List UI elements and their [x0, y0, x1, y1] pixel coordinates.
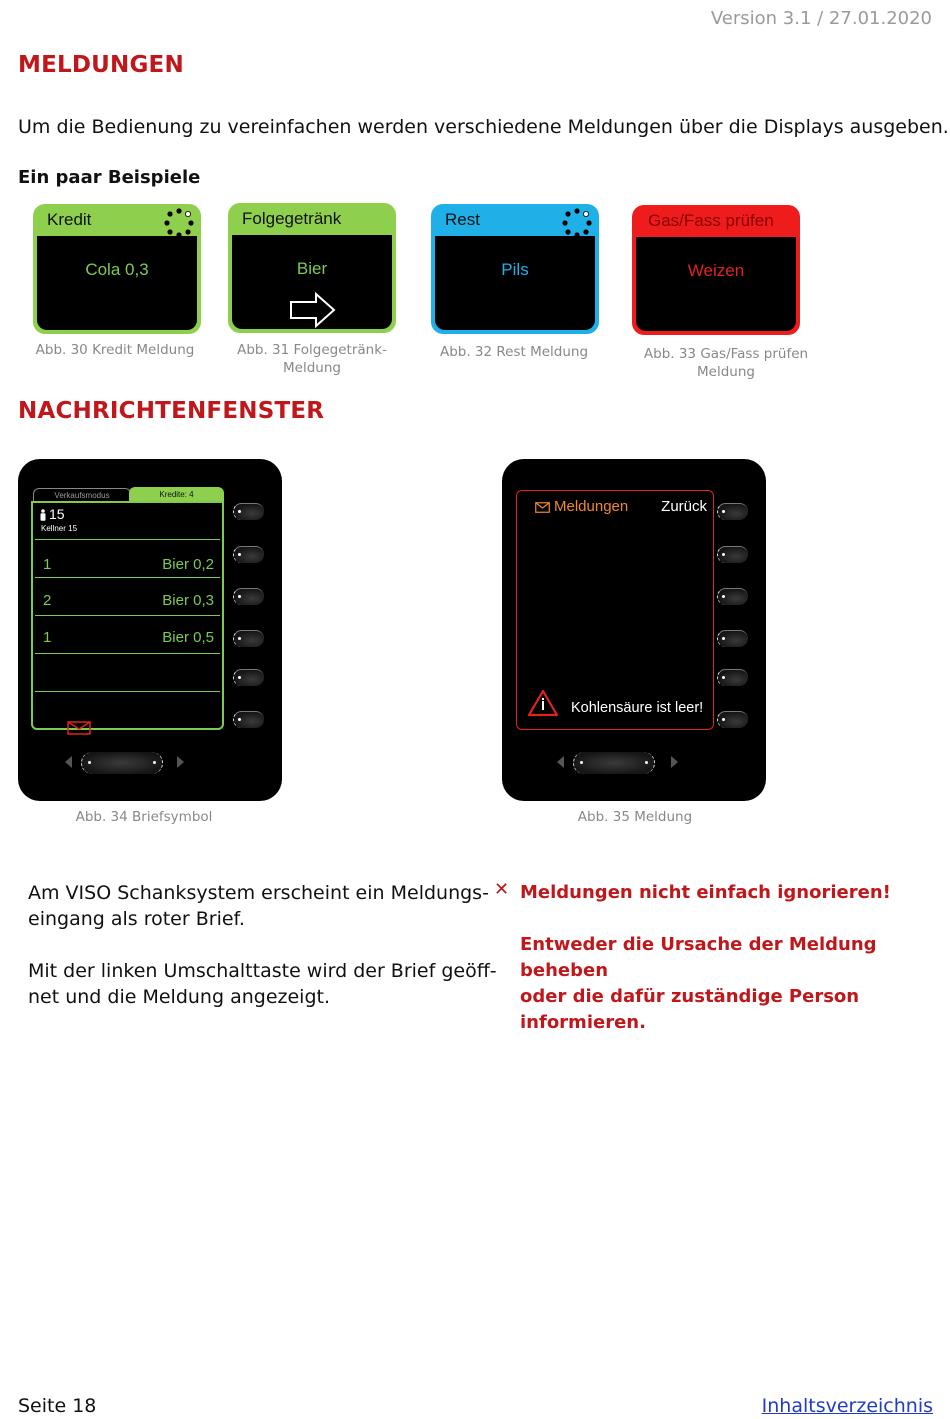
caption-abb32: [430, 343, 598, 361]
row-qty: 1: [43, 556, 52, 573]
body-line: net und die Meldung angezeigt.: [28, 986, 331, 1008]
tab-verkaufsmodus[interactable]: Verkaufsmodus: [33, 488, 131, 503]
tile-folgegetraenk: [228, 203, 396, 333]
arrow-left-icon[interactable]: [65, 756, 72, 768]
caption-abb33: [640, 345, 812, 381]
side-button[interactable]: [717, 711, 748, 728]
tile-header: Gas/Fass prüfen: [648, 211, 774, 230]
section-title-meldungen: MELDUNGEN: [18, 52, 184, 78]
tile-gas-fass: [632, 205, 800, 335]
loading-spinner-icon: [163, 208, 195, 238]
row-name: Bier 0,2: [162, 556, 214, 573]
tile-value: Weizen: [687, 261, 745, 280]
arrow-right-icon[interactable]: [671, 756, 678, 768]
body-line: oder die dafür zuständige Person informieren.: [520, 986, 860, 1033]
arrow-right-icon[interactable]: [177, 756, 184, 768]
side-button[interactable]: [233, 669, 264, 686]
row-qty: 1: [43, 629, 52, 646]
tile-screen: [37, 236, 197, 330]
messages-title: Meldungen: [554, 498, 629, 515]
body-line: Entweder die Ursache der Meldung beheben: [520, 934, 877, 981]
tab-kredite[interactable]: Kredite: 4: [129, 487, 224, 502]
user-name: Kellner 15: [41, 524, 78, 533]
tile-value: Bier: [296, 259, 328, 278]
caption-abb31: [228, 341, 396, 377]
tile-header: Rest: [445, 210, 480, 229]
tile-value: Cola 0,3: [85, 260, 149, 279]
body-line: eingang als roter Brief.: [28, 908, 245, 930]
tile-header: Folgegetränk: [242, 209, 342, 228]
tile-header: Kredit: [47, 210, 92, 229]
caption-line: Abb. 30 Kredit Meldung: [35, 342, 195, 358]
user-header: [35, 503, 220, 540]
side-button[interactable]: [717, 630, 748, 647]
tile-screen: [232, 235, 392, 329]
side-button[interactable]: [717, 503, 748, 520]
table-row[interactable]: [35, 578, 220, 616]
side-button[interactable]: [233, 546, 264, 563]
row-name: Bier 0,3: [162, 592, 214, 609]
side-button[interactable]: [233, 630, 264, 647]
caption-abb34: Abb. 34 Briefsymbol: [75, 809, 213, 825]
person-icon: [39, 509, 47, 521]
warning-marker-icon: ✕: [494, 879, 510, 900]
page-number: Seite 18: [18, 1395, 97, 1417]
device-meldung: [502, 459, 766, 801]
examples-subtitle: Ein paar Beispiele: [18, 167, 201, 188]
body-line: Am VISO Schanksystem erscheint ein Meldungs-: [28, 882, 489, 904]
warning-text: Meldungen nicht einfach ignorieren!: [520, 882, 891, 903]
toggle-button[interactable]: [573, 752, 655, 774]
table-row[interactable]: [35, 540, 220, 578]
caption-abb30: [30, 341, 200, 359]
row-qty: 2: [43, 592, 52, 609]
toggle-button[interactable]: [81, 752, 163, 774]
caption-line: Abb. 32 Rest Meldung: [439, 344, 589, 360]
caption-line: Meldung: [283, 360, 341, 376]
side-button[interactable]: [717, 669, 748, 686]
device-screen: [31, 501, 224, 730]
version-label: Version 3.1 / 27.01.2020: [710, 8, 932, 29]
warning-icon: [527, 689, 559, 717]
user-number: 15: [49, 506, 65, 522]
toc-link[interactable]: Inhaltsverzeichnis: [761, 1395, 933, 1417]
tile-rest: [431, 204, 599, 334]
device-briefsymbol: [18, 459, 282, 801]
side-button[interactable]: [233, 711, 264, 728]
intro-text: Um die Bedienung zu vereinfachen werden verschiedene Meldungen über die Displays ausgeben.: [18, 116, 949, 138]
envelope-icon: [535, 502, 550, 513]
tile-value: Pils: [501, 260, 529, 279]
caption-line: Abb. 33 Gas/Fass prüfen: [643, 346, 809, 362]
caption-line: Abb. 31 Folgegetränk-: [237, 342, 387, 358]
table-row[interactable]: [35, 616, 220, 654]
caption-abb35: Abb. 35 Meldung: [577, 809, 693, 825]
tile-screen: [636, 237, 796, 331]
table-row[interactable]: [35, 654, 220, 692]
back-button[interactable]: Zurück: [661, 498, 707, 515]
body-text-left: [28, 880, 497, 1010]
message-window: [516, 490, 714, 730]
arrow-left-icon[interactable]: [557, 756, 564, 768]
tile-kredit: [33, 204, 201, 334]
loading-spinner-icon: [561, 208, 593, 238]
side-button[interactable]: [233, 503, 264, 520]
body-text-right: [520, 880, 920, 1036]
arrow-right-icon: [288, 291, 338, 329]
side-button[interactable]: [717, 546, 748, 563]
side-button[interactable]: [717, 588, 748, 605]
side-button[interactable]: [233, 588, 264, 605]
tile-screen: [435, 236, 595, 330]
message-text: Kohlensäure ist leer!: [571, 700, 704, 716]
body-line: Mit der linken Umschalttaste wird der Brief geöff-: [28, 960, 497, 982]
section-title-nachrichtenfenster: NACHRICHTENFENSTER: [18, 398, 325, 424]
envelope-icon[interactable]: [67, 721, 91, 735]
caption-line: Meldung: [697, 364, 755, 380]
row-name: Bier 0,5: [162, 629, 214, 646]
